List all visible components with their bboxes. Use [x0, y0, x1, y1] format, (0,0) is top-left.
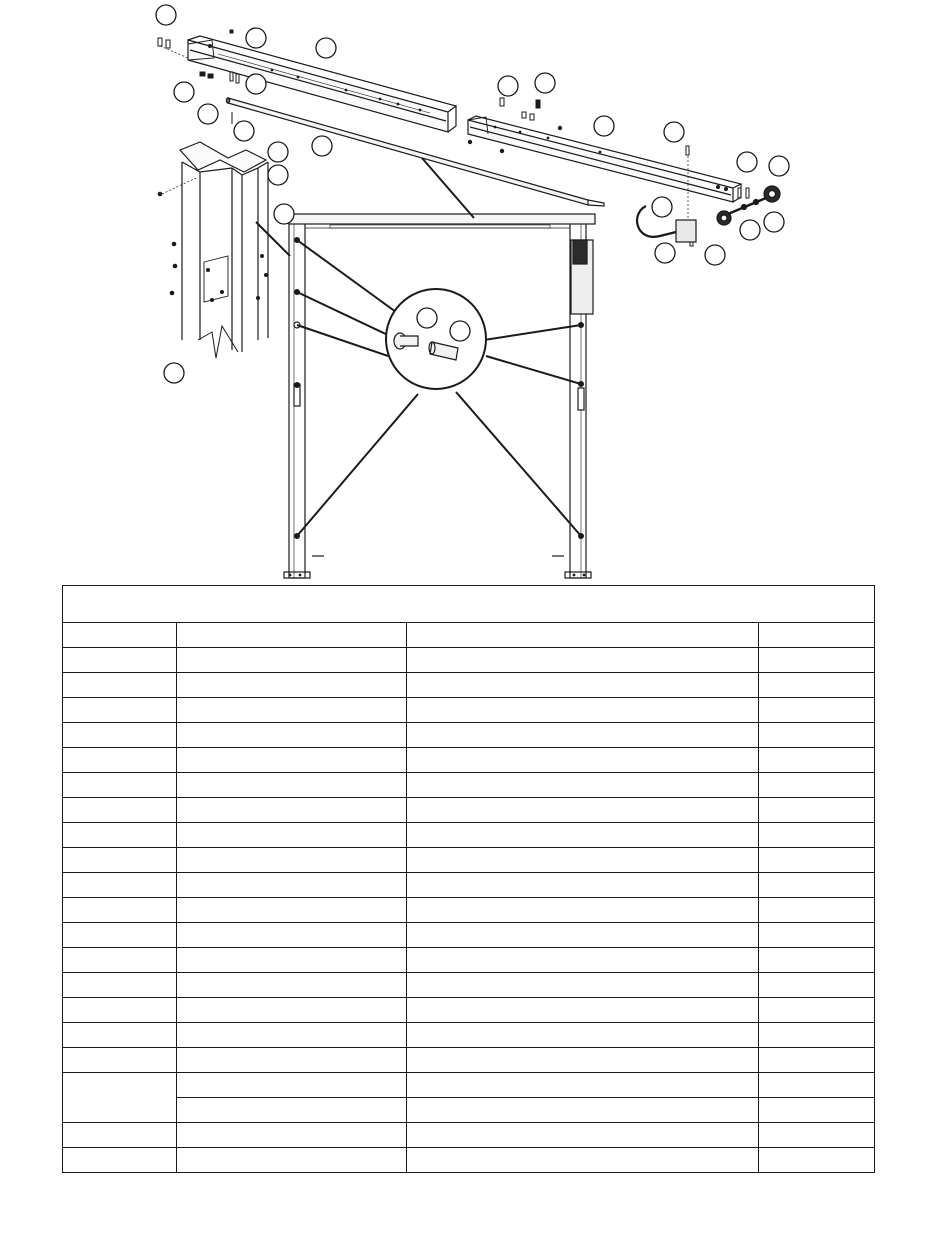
table-cell	[177, 823, 407, 848]
table-row	[63, 1023, 875, 1048]
table-cell	[407, 898, 759, 923]
table-cell	[407, 723, 759, 748]
table-row	[63, 673, 875, 698]
table-cell	[407, 848, 759, 873]
callout-2	[246, 28, 266, 48]
callout-17	[737, 152, 757, 172]
table-cell	[177, 1023, 407, 1048]
table-cell	[759, 698, 875, 723]
table-cell	[177, 698, 407, 723]
table-cell	[407, 1073, 759, 1098]
table-cell	[177, 748, 407, 773]
callout-12	[164, 363, 184, 383]
table-row	[63, 698, 875, 723]
table-cell	[63, 798, 177, 823]
header-cell	[177, 623, 407, 648]
header-cell	[759, 623, 875, 648]
table-cell	[63, 1048, 177, 1073]
table-cell	[63, 898, 177, 923]
table-cell	[63, 1073, 177, 1123]
table-row	[63, 998, 875, 1023]
table-cell	[63, 823, 177, 848]
table-cell	[407, 1023, 759, 1048]
callout-10	[268, 165, 288, 185]
callout-22	[655, 243, 675, 263]
table-cell	[177, 948, 407, 973]
header-cell	[407, 623, 759, 648]
table-row	[63, 648, 875, 673]
table-cell	[177, 898, 407, 923]
table-cell	[759, 1123, 875, 1148]
callout-19	[652, 197, 672, 217]
table-cell	[63, 773, 177, 798]
table-cell	[63, 698, 177, 723]
table-cell	[177, 1123, 407, 1148]
callout-24	[417, 308, 437, 328]
callout-11	[274, 204, 294, 224]
table-cell	[759, 948, 875, 973]
lift-frame	[284, 214, 595, 578]
table-cell	[63, 873, 177, 898]
callout-4	[174, 82, 194, 102]
table-cell	[759, 1048, 875, 1073]
table-cell	[407, 698, 759, 723]
table-cell	[63, 923, 177, 948]
table-cell	[407, 948, 759, 973]
table-cell	[759, 1148, 875, 1173]
table-cell	[177, 923, 407, 948]
table-cell	[759, 898, 875, 923]
table-cell	[407, 773, 759, 798]
table-cell	[759, 873, 875, 898]
table-cell	[63, 998, 177, 1023]
table-row	[63, 823, 875, 848]
table-cell	[759, 798, 875, 823]
table-cell	[407, 648, 759, 673]
callout-23	[705, 245, 725, 265]
table-cell	[407, 1048, 759, 1073]
table-cell	[407, 798, 759, 823]
callout-7	[234, 121, 254, 141]
table-row	[63, 848, 875, 873]
table-cell	[63, 1123, 177, 1148]
table-row	[63, 948, 875, 973]
table-cell	[63, 748, 177, 773]
table-row	[63, 1048, 875, 1073]
callout-14	[535, 73, 555, 93]
table-cell	[759, 823, 875, 848]
table-cell	[407, 748, 759, 773]
table-cell	[407, 1123, 759, 1148]
table-cell	[407, 823, 759, 848]
callout-20	[764, 212, 784, 232]
table-row	[63, 1123, 875, 1148]
table-cell	[407, 973, 759, 998]
table-cell	[177, 673, 407, 698]
callout-16	[664, 122, 684, 142]
table-cell	[407, 1098, 759, 1123]
table-cell	[759, 723, 875, 748]
table-cell	[407, 998, 759, 1023]
table-cell	[177, 1148, 407, 1173]
table-cell	[63, 673, 177, 698]
table-cell	[407, 873, 759, 898]
table-row	[63, 923, 875, 948]
table-cell	[177, 1073, 407, 1098]
table-title	[63, 586, 875, 623]
table-cell	[63, 723, 177, 748]
callout-9	[268, 142, 288, 162]
table-row	[63, 773, 875, 798]
table-cell	[407, 1148, 759, 1173]
table-row	[63, 1148, 875, 1173]
table-cell	[177, 1098, 407, 1123]
table-row	[63, 748, 875, 773]
table-cell	[759, 1073, 875, 1098]
callout-18	[769, 156, 789, 176]
table-cell	[759, 1023, 875, 1048]
table-cell	[407, 923, 759, 948]
callout-21	[740, 220, 760, 240]
table-cell	[177, 773, 407, 798]
table-row	[63, 1098, 875, 1123]
table-cell	[759, 923, 875, 948]
callout-1	[156, 5, 176, 25]
callout-13	[498, 76, 518, 96]
table-cell	[63, 973, 177, 998]
table-row	[63, 1073, 875, 1098]
table-cell	[177, 723, 407, 748]
table-row	[63, 973, 875, 998]
table-cell	[759, 848, 875, 873]
callout-15	[594, 116, 614, 136]
callout-25	[450, 321, 470, 341]
table-cell	[759, 1098, 875, 1123]
table-cell	[63, 648, 177, 673]
table-title-row	[63, 586, 875, 623]
table-row	[63, 723, 875, 748]
table-cell	[63, 1023, 177, 1048]
parts-list-table	[62, 585, 875, 1173]
table-cell	[177, 998, 407, 1023]
table-cell	[177, 848, 407, 873]
table-cell	[177, 1048, 407, 1073]
table-cell	[759, 773, 875, 798]
callout-3	[316, 38, 336, 58]
table-cell	[759, 673, 875, 698]
table-cell	[63, 848, 177, 873]
table-row	[63, 898, 875, 923]
table-cell	[759, 748, 875, 773]
post-detail-view	[158, 142, 268, 358]
table-cell	[177, 973, 407, 998]
table-cell	[177, 873, 407, 898]
pin-detail-magnifier	[386, 289, 486, 389]
table-cell	[759, 973, 875, 998]
table-cell	[407, 673, 759, 698]
table-header-row	[63, 623, 875, 648]
table-cell	[177, 648, 407, 673]
table-cell	[759, 648, 875, 673]
table-cell	[63, 948, 177, 973]
table-row	[63, 798, 875, 823]
parts-exploded-diagram	[0, 0, 950, 582]
callout-8	[312, 136, 332, 156]
callout-6	[198, 104, 218, 124]
table-cell	[759, 998, 875, 1023]
table-row	[63, 873, 875, 898]
header-cell	[63, 623, 177, 648]
table-cell	[177, 798, 407, 823]
table-cell	[63, 1148, 177, 1173]
callout-5	[246, 74, 266, 94]
